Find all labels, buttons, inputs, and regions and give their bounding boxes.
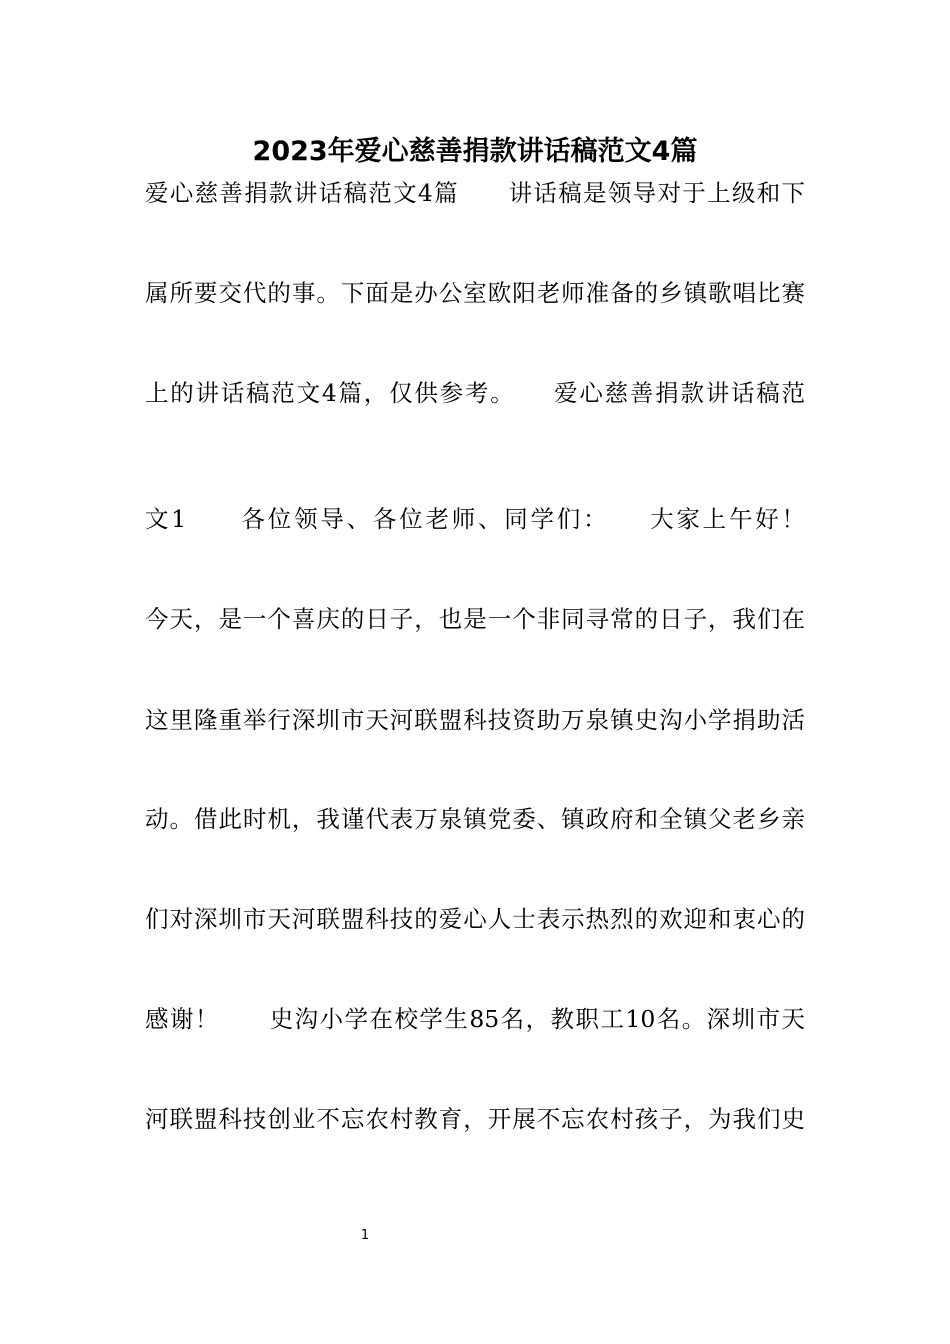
page-number: 1: [360, 1228, 370, 1243]
body-text-line: 文1 各位领导、各位老师、同学们： 大家上午好！: [145, 505, 805, 533]
body-text-line: 爱心慈善捐款讲话稿范文4篇 讲话稿是领导对于上级和下: [145, 179, 805, 207]
body-text-line: 上的讲话稿范文4篇，仅供参考。 爱心慈善捐款讲话稿范: [145, 379, 805, 407]
body-text-line: 这里隆重举行深圳市天河联盟科技资助万泉镇史沟小学捐助活: [145, 706, 805, 734]
body-text-line: 感谢！ 史沟小学在校学生85名，教职工10名。深圳市天: [145, 1005, 805, 1033]
body-text-line: 河联盟科技创业不忘农村教育，开展不忘农村孩子，为我们史: [145, 1105, 805, 1133]
body-text-line: 动。借此时机，我谨代表万泉镇党委、镇政府和全镇父老乡亲: [145, 805, 805, 833]
body-text-line: 今天，是一个喜庆的日子，也是一个非同寻常的日子，我们在: [145, 605, 805, 633]
body-text-line: 们对深圳市天河联盟科技的爱心人士表示热烈的欢迎和衷心的: [145, 905, 805, 933]
document-title: 2023年爱心慈善捐款讲话稿范文4篇: [252, 136, 698, 167]
body-text-line: 属所要交代的事。下面是办公室欧阳老师准备的乡镇歌唱比赛: [145, 279, 805, 307]
